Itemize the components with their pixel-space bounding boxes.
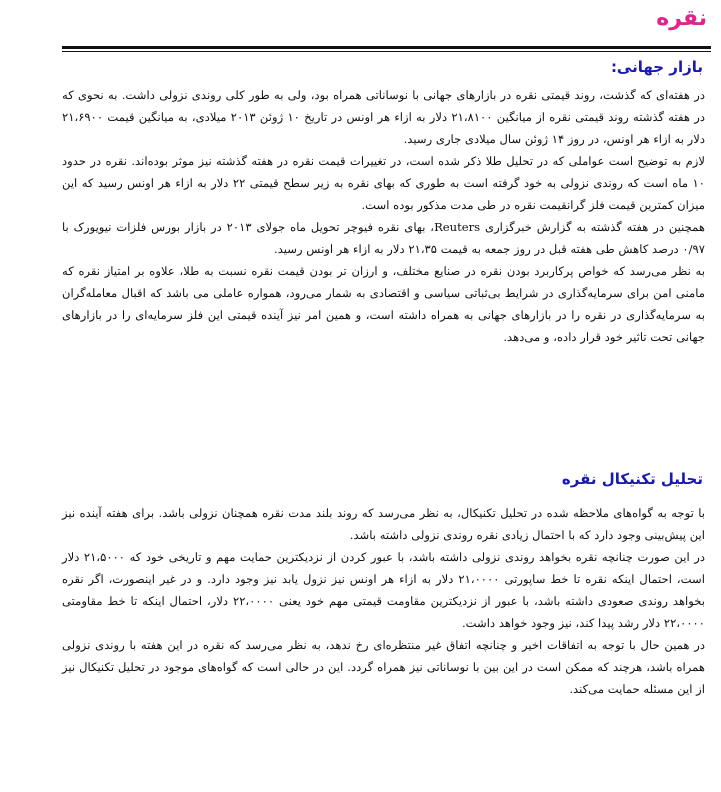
- section-body-technical-analysis: [62, 502, 705, 700]
- paragraph: لازم به توضیح است عواملی که در تحلیل طلا ذکر شده است، در تغییرات قیمت نقره در هفته گذشته نیز موثر بوده‌اند. نقره در حدود ۱۰ ماه است که روندی نزولی به خود گرفته است به طوری که بهای نقره به زیر سطح قیمتی ۲۲ دلار به ازاء هر اونس رسید که این میزان کمترین قیمت فلز گرانقیمت نقره در طی مدت مذکور بوده است.: [62, 154, 705, 212]
- header-rule-thick: [62, 46, 711, 49]
- section-heading-technical-analysis: تحلیل تکنیکال نقره: [561, 470, 703, 488]
- header-rule-thin: [62, 51, 711, 52]
- section-heading-world-market: بازار جهانی:: [610, 58, 703, 76]
- paragraph: در این صورت چنانچه نقره بخواهد روندی نزولی داشته باشد، با عبور کردن از نزدیکترین حمایت مهم و تاریخی خود که ۲۱،۵۰۰۰ دلار است، احتمال اینکه نقره تا خط ساپورتی ۲۱،۰۰۰۰ دلار به ازاء هر اونس نیز نزول یابد نیز وجود دارد. و در غیر اینصورت، اگر نقره بخواهد روندی صعودی داشته باشد، با عبور از نزدیکترین مقاومت قیمتی مهم خود یعنی ۲۲،۰۰۰۰ دلار، احتمال اینکه تا خط مقاومتی ۲۲،۰۰۰۰ دلار رشد پیدا کند، نیز وجود خواهد داشت.: [62, 550, 705, 630]
- paragraph: همچنین در هفته گذشته به گزارش خبرگزاری Reuters، بهای نقره فیوچر تحویل ماه جولای ۲۰۱۳ در بازار بورس فلزات نیویورک با ۰/۹۷ درصد کاهش طی هفته قبل در روز جمعه به قیمت ۲۱،۳۵ دلار به ازاء هر اونس رسید.: [62, 220, 705, 256]
- paragraph: به نظر می‌رسد که خواص پرکاربرد بودن نقره در صنایع مختلف، و ارزان تر بودن قیمت نقره نسبت به طلا، علاوه بر امتیاز نقره که مامنی امن برای سرمایه‌گذاری در شرایط بی‌ثباتی سیاسی و اقتصادی به شمار می‌رود، همواره عاملی می باشد که اقبال معامله‌گران به سرمایه‌گذاری در نقره را در بازارهای جهانی به همراه داشته است، و همین امر نیز آینده قیمتی این فلز سرمایه‌ای را در بازارهای جهانی تحت تاثیر خود قرار داده، و می‌دهد.: [62, 264, 705, 344]
- paragraph: در همین حال با توجه به اتفاقات اخیر و چنانچه اتفاق غیر منتظره‌ای رخ ندهد، به نظر می‌رسد که نقره در این هفته با روندی نزولی همراه باشد، هرچند که ممکن است در این بین با نوساناتی نیز همراه گردد. این در حالی است که گواه‌های موجود در تحلیل تکنیکال نیز از این مسئله حمایت می‌کند.: [62, 638, 705, 696]
- paragraph: با توجه به گواه‌های ملاحظه شده در تحلیل تکنیکال، به نظر می‌رسد که روند بلند مدت نقره همچنان نزولی باشد. برای هفته آینده نیز این پیش‌بینی وجود دارد که با احتمال زیادی نقره روندی نزولی داشته باشد.: [62, 506, 705, 542]
- page-title: نقره: [656, 6, 707, 31]
- paragraph: در هفته‌ای که گذشت، روند قیمتی نقره در بازارهای جهانی با نوساناتی همراه بود، ولی به طور کلی روندی نزولی داشت. به نحوی که در هفته گذشته روند قیمتی نقره از میانگین ۲۱،۸۱۰۰ دلار به ازاء هر اونس در تاریخ ۱۰ ژوئن ۲۰۱۳ میلادی، به میانگین قیمت ۲۱،۶۹۰۰ دلار به ازاء هر اونس، در روز ۱۴ ژوئن سال میلادی جاری رسید.: [62, 88, 706, 146]
- section-body-world-market: [62, 84, 705, 348]
